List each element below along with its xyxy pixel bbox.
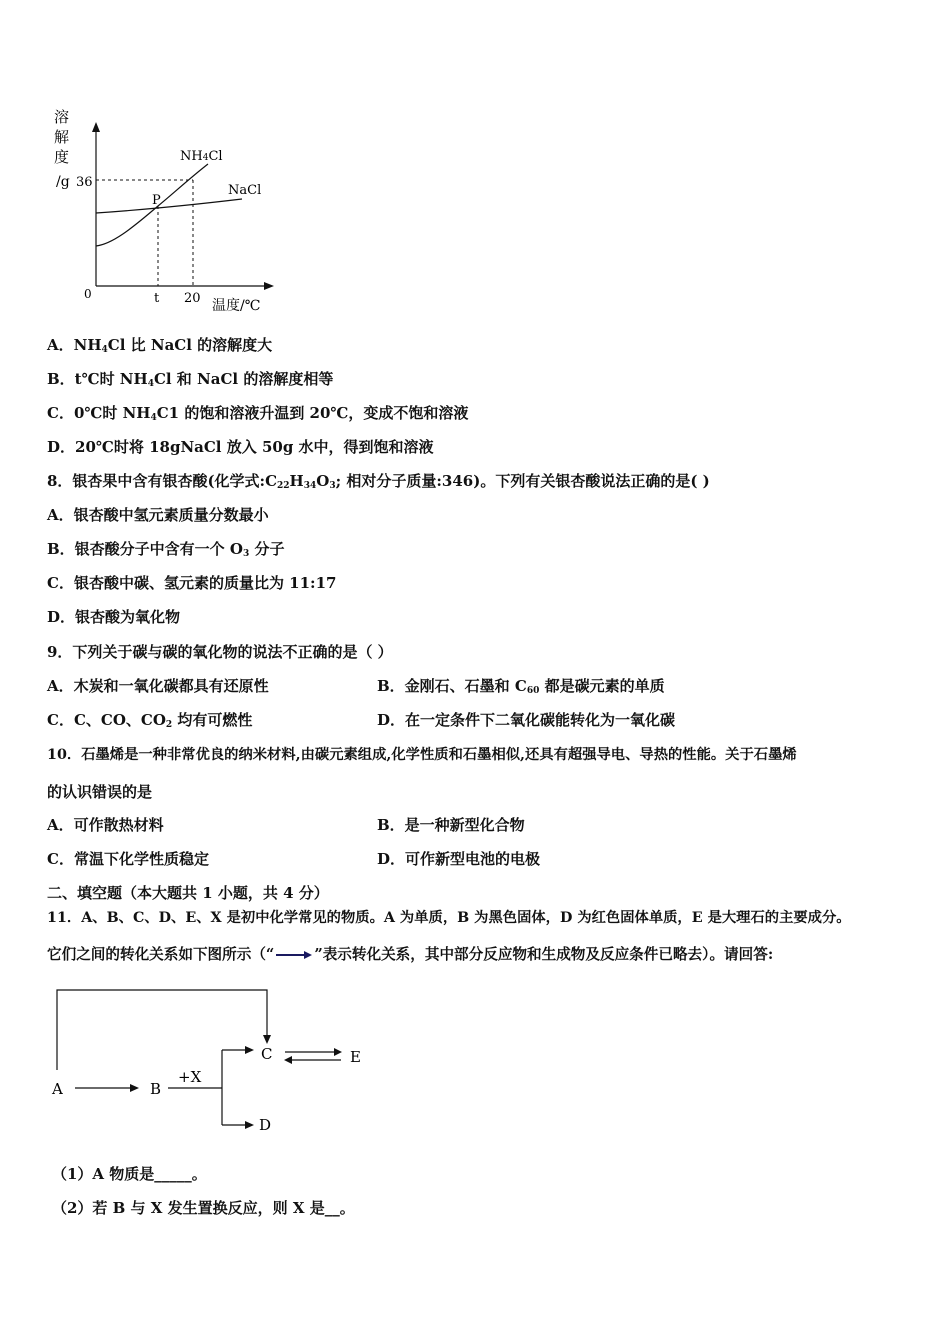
q11-stem-line2: 它们之间的转化关系如下图所示（“ ”表示转化关系，其中部分反应物和生成物及反应条件已略去）。请回答: [47, 946, 774, 963]
e-to-c-arrowhead [284, 1056, 292, 1064]
y-label-4: /g [56, 174, 70, 190]
node-b: B [150, 1080, 162, 1098]
q10-option-a: A．可作散热材料 [47, 816, 164, 834]
q10-option-c: C．常温下化学性质稳定 [47, 850, 209, 868]
node-d: D [259, 1116, 272, 1134]
q8-stem: 8．银杏果中含有银杏酸(化学式$:C_{22}H_{34}O_3$; 相对分子质量:346)。下列有关银杏酸说法正确的是( ) [47, 472, 710, 491]
q8-option-d: D．银杏酸为氧化物 [47, 608, 181, 626]
q7-option-a: A．$NH_4Cl$ 比 NaCl 的溶解度大 [47, 336, 273, 355]
q11-sub2: （2）若 B 与 X 发生置换反应，则 X 是__。 [52, 1199, 355, 1217]
origin-label: 0 [84, 287, 92, 301]
q8-option-a: A．银杏酸中氢元素质量分数最小 [47, 506, 269, 524]
y-tick-36: 36 [76, 175, 93, 190]
section-heading: 二、填空题（本大题共 1 小题，共 4 分） [47, 884, 329, 902]
a-to-c-arrowhead [263, 1035, 271, 1044]
y-label-1: 溶 [54, 108, 70, 126]
q10-option-d: D．可作新型电池的电极 [377, 850, 541, 868]
q7-option-d: D．20℃时将 18gNaCl 放入 50g 水中，得到饱和溶液 [47, 438, 434, 456]
arrow-icon [274, 949, 314, 961]
a-to-b-arrowhead [130, 1084, 139, 1092]
node-a: A [52, 1080, 63, 1098]
conversion-diagram [40, 980, 380, 1140]
q7-option-b: B．t℃时 $NH_4Cl$ 和 NaCl 的溶解度相等 [47, 370, 334, 389]
q11-stem-line1: 11．A、B、C、D、E、X 是初中化学常见的物质。A 为单质，B 为黑色固体，D 为红色固体单质，E 是大理石的主要成分。 [47, 910, 851, 926]
y-label-3: 度 [54, 148, 70, 166]
x-axis-arrow [264, 282, 274, 290]
nh4cl-label: NH4Cl [180, 149, 223, 164]
q11-sub1: （1）A 物质是_____。 [52, 1165, 207, 1183]
reagent-x: +X [178, 1068, 202, 1086]
a-to-c-line [57, 990, 267, 1070]
q9-option-d: D．在一定条件下二氧化碳能转化为一氧化碳 [377, 711, 676, 729]
q9-option-a: A．木炭和一氧化碳都具有还原性 [47, 677, 269, 695]
q10-option-b: B．是一种新型化合物 [377, 816, 525, 834]
point-p: P [152, 193, 161, 208]
q8-option-b: B．银杏酸分子中含有一个 $O_3$ 分子 [47, 540, 285, 559]
q10-stem-line2: 的认识错误的是 [47, 783, 153, 801]
branch-to-d-arrowhead [245, 1121, 254, 1129]
nacl-curve [96, 199, 242, 213]
q7-option-c: C．0℃时 $NH_4C1$ 的饱和溶液升温到 20℃，变成不饱和溶液 [47, 404, 469, 423]
q9-stem: 9．下列关于碳与碳的氧化物的说法不正确的是（ ） [47, 643, 393, 661]
x-label: 温度/℃ [212, 298, 261, 314]
q8-option-c: C．银杏酸中碳、氢元素的质量比为 11:17 [47, 574, 337, 592]
solubility-chart [50, 100, 290, 320]
y-label-2: 解 [54, 128, 70, 146]
q10-stem-line1: 10．石墨烯是一种非常优良的纳米材料,由碳元素组成,化学性质和石墨相似,还具有超强导电、导热的性能。关于石墨烯 [47, 747, 797, 763]
q9-option-c: C．C、CO、$CO_2$ 均有可燃性 [47, 711, 253, 730]
node-e: E [350, 1048, 361, 1066]
x-tick-20: 20 [184, 291, 201, 306]
y-axis-arrow [92, 122, 100, 132]
nacl-label: NaCl [228, 183, 262, 198]
q9-option-b: B．金刚石、石墨和 $C_{60}$ 都是碳元素的单质 [377, 677, 665, 696]
branch-to-c-arrowhead [245, 1046, 254, 1054]
x-tick-t: t [154, 291, 160, 306]
node-c: C [261, 1045, 273, 1063]
c-to-e-arrowhead [334, 1048, 342, 1056]
